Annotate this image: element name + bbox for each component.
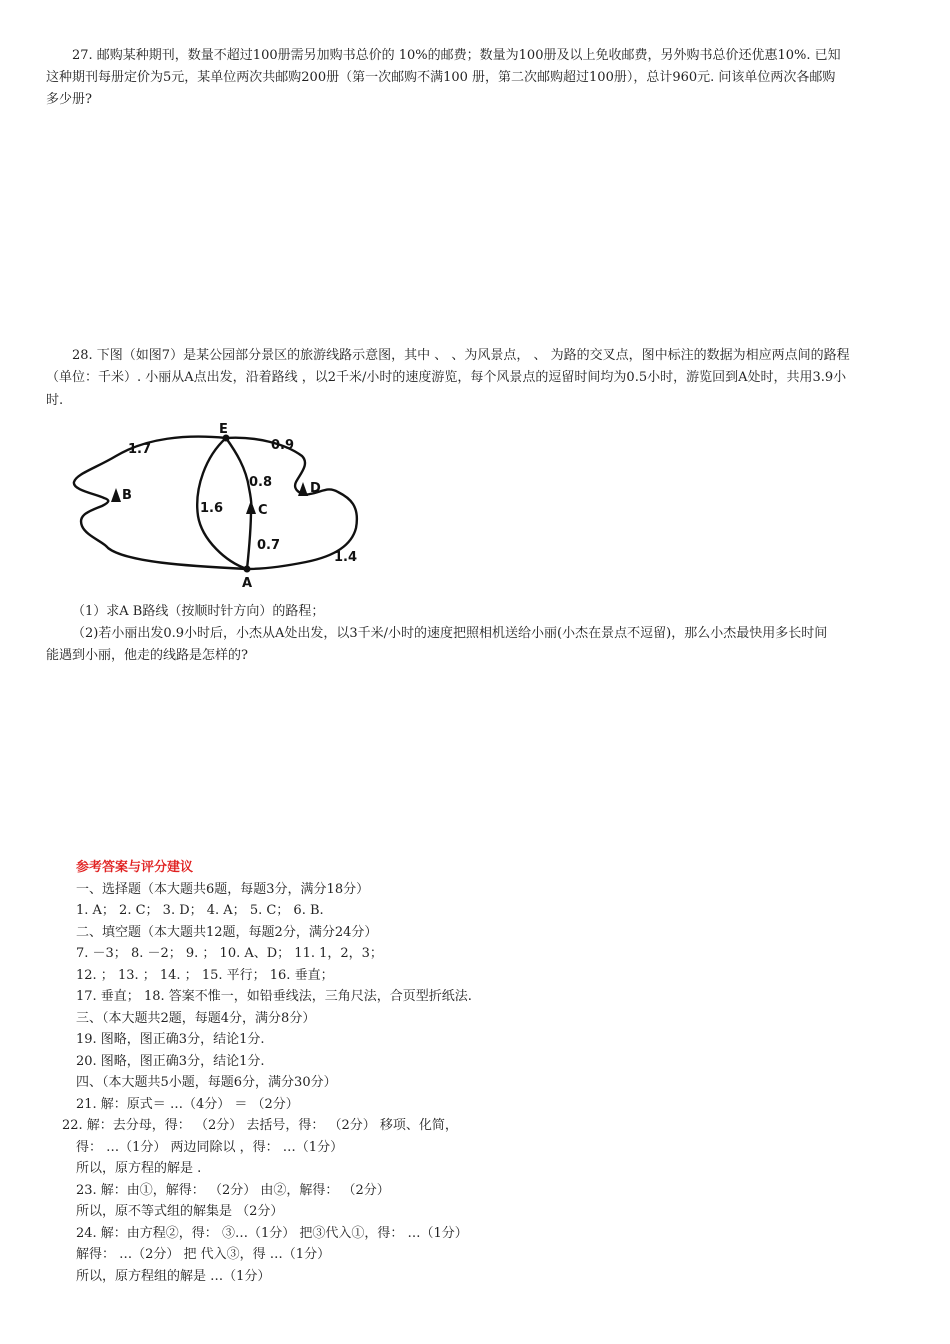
label-B: B <box>122 488 132 503</box>
path-C-A <box>247 510 251 569</box>
distance-0-7: 0.7 <box>257 538 281 553</box>
distance-0-8: 0.8 <box>249 475 273 490</box>
q28-line-2: （单位：千米）. 小丽从A点出发，沿着路线 ，以2千米/小时的速度游览，每个风景点的逗留时间均为0.5小时，游览回到A处时，共用3.9小 <box>46 370 847 385</box>
answer-line: 19. 图略，图正确3分，结论1分. <box>76 1032 265 1047</box>
label-C: C <box>258 503 268 518</box>
answer-line: 17. 垂直； 18. 答案不惟一，如铅垂线法，三角尺法，合页型折纸法. <box>76 989 472 1004</box>
node-A <box>244 566 251 573</box>
distance-1-4: 1.4 <box>334 550 358 565</box>
path-E-C <box>226 438 251 510</box>
q27-line-1: 27. 邮购某种期刊，数量不超过100册需另加购书总价的 10%的邮费；数量为100册及以上免收邮费，另外购书总价还优惠10%. 已知 <box>72 48 841 63</box>
answer-line: 二、填空题（本大题共12题，每题2分，满分24分） <box>76 925 378 940</box>
answer-line: 解得： …（2分） 把 代入③，得 …（1分） <box>76 1247 331 1262</box>
answer-line: 24. 解：由方程②，得： ③…（1分） 把③代入①，得： …（1分） <box>76 1226 468 1241</box>
q28-part-2-line-1: （2)若小丽出发0.9小时后，小杰从A处出发，以3千米/小时的速度把照相机送给小丽(小杰在景点不逗留)，那么小杰最快用多长时间 <box>72 626 828 641</box>
distance-1-7: 1.7 <box>128 442 152 457</box>
answer-line: 7. －3； 8. －2； 9. ； 10. A、D； 11. 1，2，3； <box>76 946 383 961</box>
distance-0-9: 0.9 <box>271 438 295 453</box>
q27-line-2: 这种期刊每册定价为5元，某单位两次共邮购200册（第一次邮购不满100 册，第二次邮购超过100册），总计960元. 问该单位两次各邮购 <box>46 70 836 85</box>
answer-line: 得： …（1分） 两边同除以 ，得： …（1分） <box>76 1140 344 1155</box>
route-diagram <box>66 416 376 588</box>
answer-line: 12. ； 13. ； 14. ； 15. 平行； 16. 垂直； <box>76 968 334 983</box>
distance-1-6: 1.6 <box>200 501 224 516</box>
answer-line: 一、选择题（本大题共6题，每题3分，满分18分） <box>76 882 370 897</box>
answer-line: 所以，原方程的解是 . <box>76 1161 202 1176</box>
label-A: A <box>242 576 253 588</box>
answer-line: 三、（本大题共2题，每题4分，满分8分） <box>76 1011 316 1026</box>
q28-part-1: （1）求A B路线（按顺时针方向）的路程； <box>72 604 325 619</box>
answer-line: 22. 解：去分母，得： （2分） 去括号，得： （2分） 移项、化简， <box>62 1118 458 1133</box>
answer-line: 21. 解：原式＝ …（4分） ＝ （2分） <box>76 1097 299 1112</box>
q28-line-1: 28. 下图（如图7）是某公园部分景区的旅游线路示意图，其中 、 、为风景点， 、 为路的交叉点，图中标注的数据为相应两点间的路程 <box>72 348 850 363</box>
answers-title: 参考答案与评分建议 <box>76 860 194 875</box>
marker-D <box>298 482 308 496</box>
answer-line: 四、（本大题共5小题，每题6分，满分30分） <box>76 1075 337 1090</box>
marker-C <box>246 500 256 514</box>
answer-line: 所以，原不等式组的解集是 （2分） <box>76 1204 284 1219</box>
answer-line: 23. 解：由①，解得： （2分） 由②，解得： （2分） <box>76 1183 390 1198</box>
marker-B <box>111 488 121 502</box>
q27-line-3: 多少册? <box>46 92 92 107</box>
answer-line: 所以，原方程组的解是 …（1分） <box>76 1269 271 1284</box>
q28-line-3: 时. <box>46 393 64 408</box>
label-E: E <box>219 422 228 437</box>
label-D: D <box>310 481 321 496</box>
answer-line: 20. 图略，图正确3分，结论1分. <box>76 1054 265 1069</box>
q28-part-2-line-2: 能遇到小丽，他走的线路是怎样的? <box>46 648 248 663</box>
answer-line: 1. A； 2. C； 3. D； 4. A； 5. C； 6. B. <box>76 903 324 918</box>
